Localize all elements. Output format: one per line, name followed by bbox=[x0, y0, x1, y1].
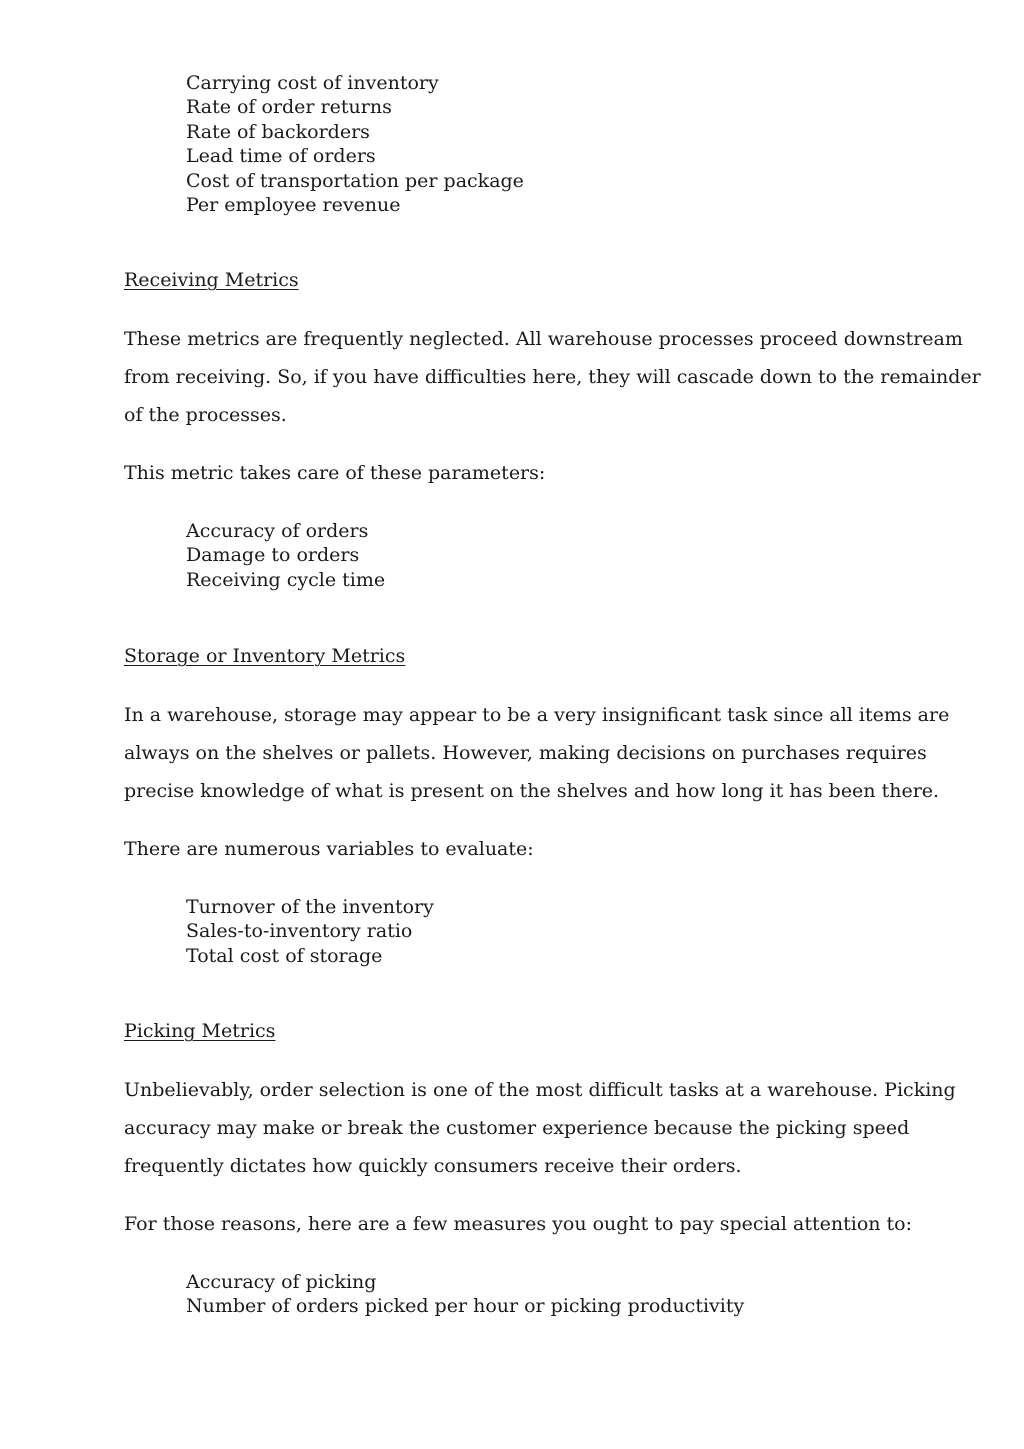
storage-paragraph bbox=[124, 696, 950, 810]
paragraph-line: from receiving. So, if you have difficulties here, they will cascade down to the remainder bbox=[124, 366, 981, 388]
list-item: Carrying cost of inventory bbox=[186, 72, 439, 94]
list-item: Lead time of orders bbox=[186, 145, 376, 168]
paragraph-line: precise knowledge of what is present on the shelves and how long it has been there. bbox=[124, 780, 940, 802]
storage-intro: There are numerous variables to evaluate: bbox=[124, 838, 534, 860]
storage-metrics-list bbox=[186, 895, 434, 968]
receiving-intro: This metric takes care of these parameters: bbox=[124, 462, 546, 484]
paragraph-line: accuracy may make or break the customer experience because the picking speed bbox=[124, 1117, 910, 1139]
picking-heading: Picking Metrics bbox=[124, 1020, 276, 1042]
top-metrics-list bbox=[186, 71, 524, 217]
list-item: Rate of order returns bbox=[186, 96, 392, 119]
paragraph-line: of the processes. bbox=[124, 404, 287, 426]
list-item: Total cost of storage bbox=[186, 944, 383, 967]
picking-metrics-list bbox=[186, 1270, 744, 1319]
picking-paragraph bbox=[124, 1071, 956, 1185]
list-item: Number of orders picked per hour or picking productivity bbox=[186, 1295, 745, 1318]
list-item: Per employee revenue bbox=[186, 194, 401, 217]
paragraph-line: These metrics are frequently neglected. All warehouse processes proceed downstream bbox=[124, 328, 963, 350]
list-item: Cost of transportation per package bbox=[186, 169, 524, 192]
paragraph-line: In a warehouse, storage may appear to be a very insignificant task since all items are bbox=[124, 704, 950, 726]
receiving-paragraph bbox=[124, 320, 981, 434]
picking-intro: For those reasons, here are a few measures you ought to pay special attention to: bbox=[124, 1213, 913, 1235]
list-item: Receiving cycle time bbox=[186, 568, 386, 591]
list-item: Damage to orders bbox=[186, 544, 360, 567]
paragraph-line: always on the shelves or pallets. However, making decisions on purchases requires bbox=[124, 742, 927, 764]
list-item: Accuracy of picking bbox=[186, 1271, 377, 1293]
list-item: Sales-to-inventory ratio bbox=[186, 920, 413, 943]
paragraph-line: Unbelievably, order selection is one of the most difficult tasks at a warehouse. Picking bbox=[124, 1079, 956, 1101]
receiving-heading: Receiving Metrics bbox=[124, 269, 299, 291]
list-item: Turnover of the inventory bbox=[186, 896, 434, 918]
paragraph-line: frequently dictates how quickly consumers receive their orders. bbox=[124, 1155, 742, 1177]
list-item: Accuracy of orders bbox=[186, 520, 369, 542]
storage-heading: Storage or Inventory Metrics bbox=[124, 645, 406, 667]
receiving-metrics-list bbox=[186, 519, 385, 592]
list-item: Rate of backorders bbox=[186, 120, 370, 143]
